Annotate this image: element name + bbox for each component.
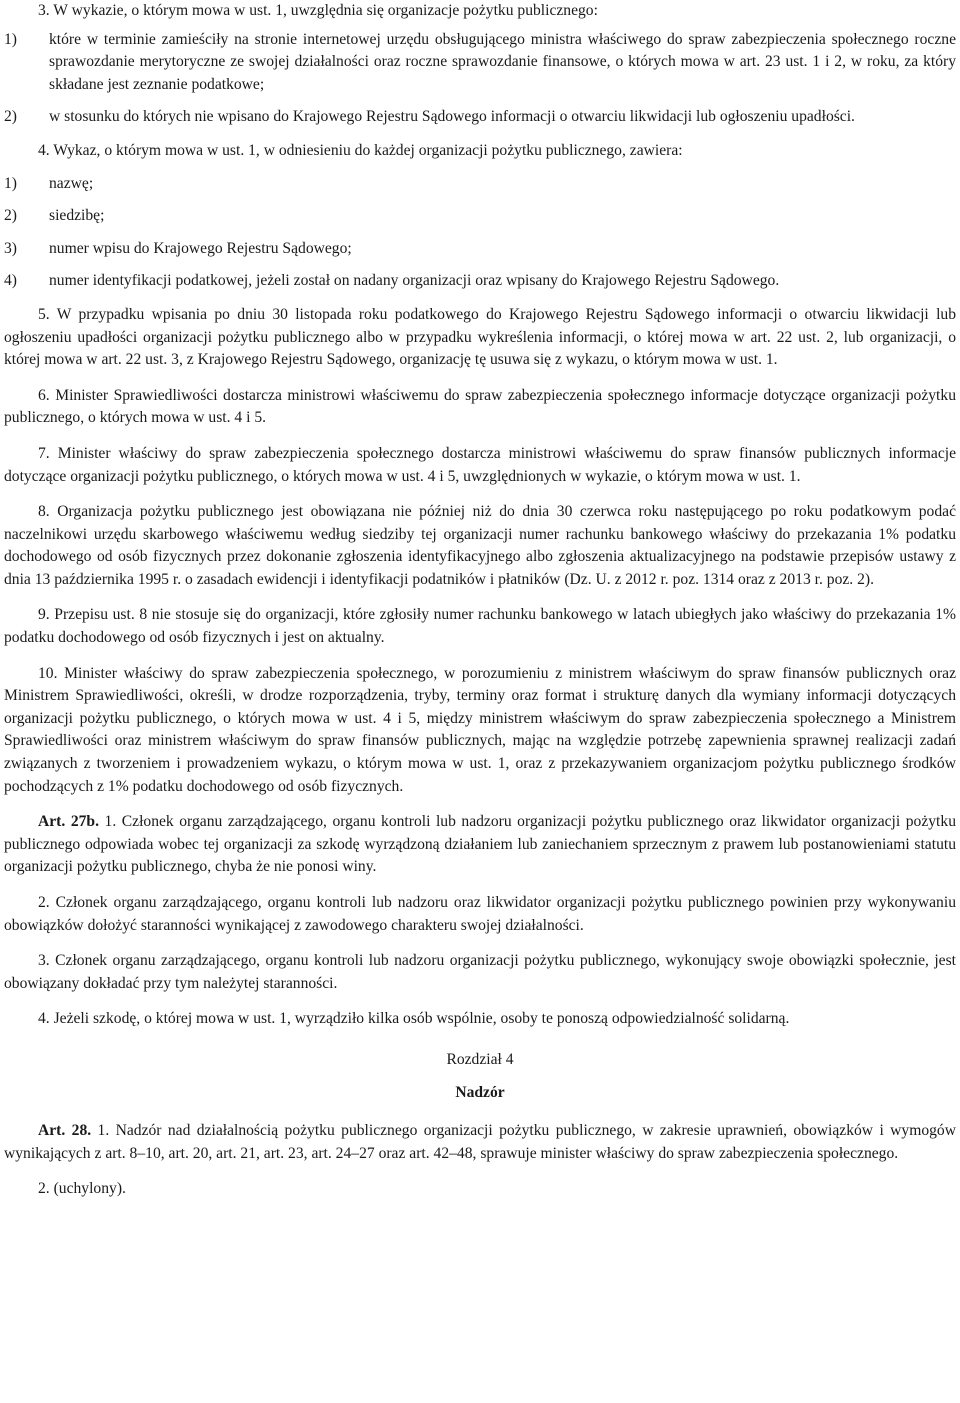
- paragraph-27b-ust-3: 3. Członek organu zarządzającego, organu kontroli lub nadzoru organizacji pożytku publicznego, wykonujący swoje obowiązki społecznie, jest obowiązany dokładać przy tym należytej staranności.: [4, 952, 956, 992]
- chapter-title: Nadzór: [455, 1083, 505, 1101]
- article-27b-paragraph: [4, 811, 956, 879]
- paragraph-27b-ust-4: 4. Jeżeli szkodę, o której mowa w ust. 1, wyrządziło kilka osób wspólnie, osoby te ponoszą odpowiedzialność solidarną.: [38, 1010, 790, 1028]
- list-item: [4, 238, 956, 261]
- paragraph-ust-6: 6. Minister Sprawiedliwości dostarcza ministrowi właściwemu do spraw zabezpieczenia społecznego informacje dotyczące organizacji pożytku publicznego, o których mowa w ust. 4 i 5.: [4, 386, 956, 427]
- paragraph-ust-4: 4. Wykaz, o którym mowa w ust. 1, w odniesieniu do każdej organizacji pożytku publicznego, zawiera:: [38, 141, 683, 159]
- article-label: Art. 28.: [38, 1122, 92, 1140]
- list-item: [4, 173, 956, 196]
- article-text: 1. Nadzór nad działalnością pożytku publicznego organizacji pożytku publicznego, w zakresie uprawnień, obowiązków i wymogów wynikających z art. 8–10, art. 20, art. 21, art. 23, art. 24–27 oraz art. 42–48, sprawuje minister właściwy do spraw zabezpieczenia społecznego.: [4, 1122, 956, 1162]
- list-number: 1): [4, 174, 17, 192]
- list-text: siedzibę;: [49, 207, 105, 225]
- list-number: 3): [4, 239, 17, 257]
- list-item: [4, 29, 956, 97]
- list-item: [4, 106, 956, 129]
- paragraph-ust-9: 9. Przepisu ust. 8 nie stosuje się do organizacji, które zgłosiły numer rachunku bankowego w latach ubiegłych jako właściwy do przekazania 1% podatku dochodowego od osób fizycznych i jest on aktualny.: [4, 606, 956, 647]
- list-number: 4): [4, 272, 17, 290]
- article-28-paragraph: [4, 1120, 956, 1165]
- list-item: [4, 205, 956, 228]
- list-text: które w terminie zamieściły na stronie internetowej urzędu obsługującego ministra właściwego do spraw zabezpieczenia społecznego roczne sprawozdanie merytoryczne ze swojej działalności oraz roczne sprawozdanie finansowe, o których mowa w art. 23 ust. 1 i 2, w roku, za który składane jest zeznanie podatkowe;: [49, 30, 956, 93]
- list-text: nazwę;: [49, 174, 94, 192]
- list-text: numer identyfikacji podatkowej, jeżeli został on nadany organizacji oraz wpisany do Krajowego Rejestru Sądowego.: [49, 272, 780, 290]
- list-text: w stosunku do których nie wpisano do Krajowego Rejestru Sądowego informacji o otwarciu likwidacji lub ogłoszeniu upadłości.: [49, 108, 855, 126]
- paragraph-ust-5: 5. W przypadku wpisania po dniu 30 listopada roku podatkowego do Krajowego Rejestru Sądowego informacji o otwarciu likwidacji lub ogłoszeniu upadłości organizacji pożytku publicznego albo w przypadku wykreślenia informacji, o której mowa w art. 22 ust. 2, lub organizacji, o której mowa w art. 22 ust. 3, z Krajowego Rejestru Sądowego, organizację tę usuwa się z wykazu, o którym mowa w ust. 1.: [4, 305, 956, 369]
- list-number: 2): [4, 207, 17, 225]
- paragraph-28-ust-2: 2. (uchylony).: [38, 1180, 126, 1198]
- paragraph-ust-3: 3. W wykazie, o którym mowa w ust. 1, uwzględnia się organizacje pożytku publicznego:: [38, 2, 598, 19]
- article-text: 1. Członek organu zarządzającego, organu kontroli lub nadzoru organizacji pożytku publicznego oraz likwidator organizacji pożytku publicznego odpowiada wobec tej organizacji za szkodę wyrządzoną działaniem lub zaniechaniem sprzecznym z prawem lub postanowieniami statutu organizacji pożytku publicznego, chyba że nie ponosi winy.: [4, 813, 956, 876]
- paragraph-ust-8: 8. Organizacja pożytku publicznego jest obowiązana nie później niż do dnia 30 czerwca roku następującego po roku podatkowym podać naczelnikowi urzędu skarbowego właściwemu według siedziby tej organizacji numer rachunku bankowego właściwy do przekazania 1% podatku dochodowego od osób fizycznych przez dokonanie zgłoszenia identyfikacyjnego albo zgłoszenia aktualizacyjnego na podstawie przepisów ustawy z dnia 13 października 1995 r. o zasadach ewidencji i identyfikacji podatników i płatników (Dz. U. z 2012 r. poz. 1314 oraz z 2013 r. poz. 2).: [4, 503, 956, 588]
- paragraph-ust-7: 7. Minister właściwy do spraw zabezpieczenia społecznego dostarcza ministrowi właściwemu do spraw finansów publicznych informacje dotyczące organizacji pożytku publicznego, o których mowa w ust. 4 i 5, uwzględnionych w wykazie, o którym mowa w ust. 1.: [4, 444, 956, 485]
- chapter-heading: Rozdział 4: [446, 1050, 514, 1068]
- article-label: Art. 27b.: [38, 813, 99, 831]
- list-item: [4, 270, 956, 293]
- paragraph-ust-10: 10. Minister właściwy do spraw zabezpieczenia społecznego, w porozumieniu z ministrem właściwym do spraw finansów publicznych oraz Ministrem Sprawiedliwości, określi, w drodze rozporządzenia, tryby, terminy oraz format i strukturę danych dla wymiany informacji dotyczących organizacji pożytku publicznego, o których mowa w ust. 4 i 5, między ministrem właściwym do spraw zabezpieczenia społecznego a Ministrem Sprawiedliwości oraz ministrem właściwym do spraw finansów publicznych, mając na względzie potrzebę zapewnienia sprawnej realizacji zadań związanych z tworzeniem i prowadzeniem wykazu, o którym mowa w ust. 1, oraz z przekazywaniem organizacjom pożytku publicznego środków pochodzących z 1% podatku dochodowego od osób fizycznych.: [4, 664, 956, 795]
- list-number: 1): [4, 30, 17, 48]
- list-number: 2): [4, 108, 17, 126]
- paragraph-27b-ust-2: 2. Członek organu zarządzającego, organu kontroli lub nadzoru oraz likwidator organizacji pożytku publicznego powinien przy wykonywaniu obowiązków dołożyć staranności wynikającej z zawodowego charakteru swojej działalności.: [4, 894, 956, 934]
- list-text: numer wpisu do Krajowego Rejestru Sądowego;: [49, 239, 352, 257]
